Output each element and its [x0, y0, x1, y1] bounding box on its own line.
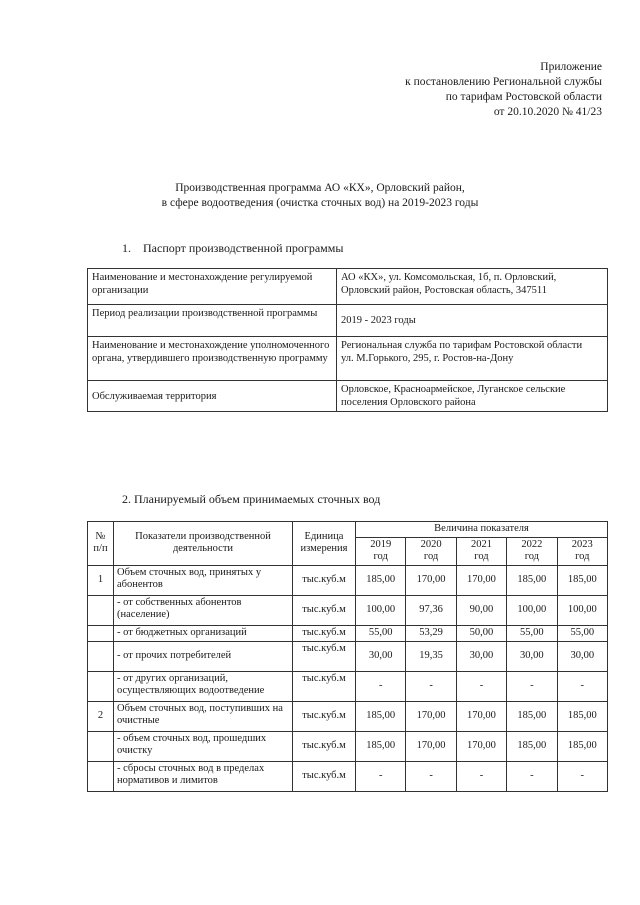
- passport-label: Наименование и местонахождение уполномоченного органа, утвердившего производственную программу: [88, 337, 337, 381]
- row-value: 50,00: [456, 625, 506, 641]
- row-value: 185,00: [507, 565, 557, 595]
- row-value: -: [456, 761, 506, 791]
- row-value: 170,00: [456, 565, 506, 595]
- row-value: 185,00: [557, 565, 607, 595]
- row-value: 30,00: [356, 641, 406, 671]
- row-name: - от прочих потребителей: [114, 641, 293, 671]
- title-line: в сфере водоотведения (очистка сточных вод) на 2019-2023 годы: [161, 197, 479, 209]
- row-name: - от собственных абонентов (население): [114, 595, 293, 625]
- row-value: 185,00: [356, 731, 406, 761]
- passport-value: АО «КХ», ул. Комсомольская, 1б, п. Орловский, Орловский район, Ростовская область, 347511: [337, 269, 608, 305]
- row-value: 170,00: [456, 731, 506, 761]
- passport-value-line: ул. М.Горького, 295, г. Ростов-на-Дону: [341, 353, 514, 364]
- passport-value: Орловское, Красноармейское, Луганское сельские поселения Орловского района: [337, 381, 608, 412]
- table-row: [88, 671, 608, 701]
- row-value: 30,00: [507, 641, 557, 671]
- table-row: [88, 269, 608, 305]
- document-title: [0, 181, 640, 211]
- row-value: 185,00: [356, 701, 406, 731]
- row-unit: тыс.куб.м: [293, 671, 356, 701]
- row-value: 185,00: [507, 701, 557, 731]
- table-row: [88, 337, 608, 381]
- year-word: год: [474, 550, 489, 562]
- row-num: [88, 625, 114, 641]
- row-num: [88, 731, 114, 761]
- row-unit: тыс.куб.м: [293, 641, 356, 671]
- appendix-line: от 20.10.2020 № 41/23: [493, 106, 602, 118]
- passport-table: [87, 268, 608, 412]
- table-row: [88, 641, 608, 671]
- year-number: 2021: [470, 538, 492, 550]
- year-number: 2020: [420, 538, 442, 550]
- row-unit: тыс.куб.м: [293, 595, 356, 625]
- row-value: 170,00: [406, 565, 456, 595]
- header-year: [406, 537, 456, 565]
- row-name: - от других организаций, осуществляющих водоотведение: [114, 671, 293, 701]
- row-num: [88, 595, 114, 625]
- row-num: [88, 671, 114, 701]
- header-year: [356, 537, 406, 565]
- passport-label: Наименование и местонахождение регулируемой организации: [88, 269, 337, 305]
- row-name: - объем сточных вод, прошедших очистку: [114, 731, 293, 761]
- table-row: [88, 625, 608, 641]
- passport-value-line: Региональная служба по тарифам Ростовской области: [341, 340, 583, 351]
- row-unit: тыс.куб.м: [293, 625, 356, 641]
- appendix-line: к постановлению Региональной службы: [405, 76, 602, 88]
- row-value: 55,00: [507, 625, 557, 641]
- row-value: 185,00: [557, 731, 607, 761]
- row-unit: тыс.куб.м: [293, 565, 356, 595]
- year-number: 2023: [571, 538, 593, 550]
- row-value: 170,00: [456, 701, 506, 731]
- row-value: 185,00: [557, 701, 607, 731]
- row-value: 19,35: [406, 641, 456, 671]
- row-num: [88, 641, 114, 671]
- volume-table: [87, 521, 608, 792]
- appendix-line: Приложение: [540, 61, 602, 73]
- row-num: 2: [88, 701, 114, 731]
- row-value: -: [356, 761, 406, 791]
- row-value: 170,00: [406, 731, 456, 761]
- row-value: 30,00: [456, 641, 506, 671]
- row-value: 97,36: [406, 595, 456, 625]
- row-value: 100,00: [356, 595, 406, 625]
- section-1-heading: [122, 241, 343, 256]
- header-indicator: Показатели производственной деятельности: [114, 522, 293, 566]
- section-2-heading: 2. Планируемый объем принимаемых сточных вод: [122, 492, 381, 506]
- header-value-group: Величина показателя: [356, 522, 608, 538]
- row-value: 185,00: [507, 731, 557, 761]
- year-word: год: [524, 550, 540, 562]
- row-unit: тыс.куб.м: [293, 731, 356, 761]
- table-row: [88, 761, 608, 791]
- appendix-line: по тарифам Ростовской области: [445, 91, 602, 103]
- row-value: -: [507, 761, 557, 791]
- row-value: 100,00: [507, 595, 557, 625]
- header-year: [507, 537, 557, 565]
- appendix-header: [405, 60, 602, 120]
- row-value: -: [557, 761, 607, 791]
- year-word: год: [575, 550, 590, 562]
- row-value: 55,00: [557, 625, 607, 641]
- row-value: 100,00: [557, 595, 607, 625]
- row-value: 170,00: [406, 701, 456, 731]
- table-row: [88, 381, 608, 412]
- table-row: [88, 731, 608, 761]
- table-row: [88, 305, 608, 337]
- row-name: - от бюджетных организаций: [114, 625, 293, 641]
- row-unit: тыс.куб.м: [293, 761, 356, 791]
- table-header-row: [88, 522, 608, 538]
- row-value: 185,00: [356, 565, 406, 595]
- header-unit: Единица измерения: [293, 522, 356, 566]
- header-num: № п/п: [88, 522, 114, 566]
- row-value: -: [406, 671, 456, 701]
- section-number: 1.: [122, 241, 131, 255]
- row-num: [88, 761, 114, 791]
- table-row: [88, 565, 608, 595]
- row-value: 30,00: [557, 641, 607, 671]
- title-line: Производственная программа АО «КХ», Орловский район,: [175, 182, 465, 194]
- passport-label: Обслуживаемая территория: [88, 381, 337, 412]
- year-word: год: [423, 550, 439, 562]
- passport-value: 2019 - 2023 годы: [337, 305, 608, 337]
- row-value: -: [507, 671, 557, 701]
- header-year: [456, 537, 506, 565]
- year-number: 2022: [521, 538, 543, 550]
- row-value: 90,00: [456, 595, 506, 625]
- row-value: -: [406, 761, 456, 791]
- row-value: -: [356, 671, 406, 701]
- row-value: 55,00: [356, 625, 406, 641]
- passport-label: Период реализации производственной программы: [88, 305, 337, 337]
- row-name: Объем сточных вод, поступивших на очистные: [114, 701, 293, 731]
- table-row: [88, 595, 608, 625]
- passport-value: [337, 337, 608, 381]
- year-number: 2019: [370, 538, 392, 550]
- row-value: 53,29: [406, 625, 456, 641]
- year-word: год: [373, 550, 388, 562]
- table-row: [88, 701, 608, 731]
- row-value: -: [557, 671, 607, 701]
- row-unit: тыс.куб.м: [293, 701, 356, 731]
- section-title: Паспорт производственной программы: [143, 241, 344, 255]
- header-year: [557, 537, 607, 565]
- row-num: 1: [88, 565, 114, 595]
- row-name: Объем сточных вод, принятых у абонентов: [114, 565, 293, 595]
- row-value: -: [456, 671, 506, 701]
- row-name: - сбросы сточных вод в пределах нормативов и лимитов: [114, 761, 293, 791]
